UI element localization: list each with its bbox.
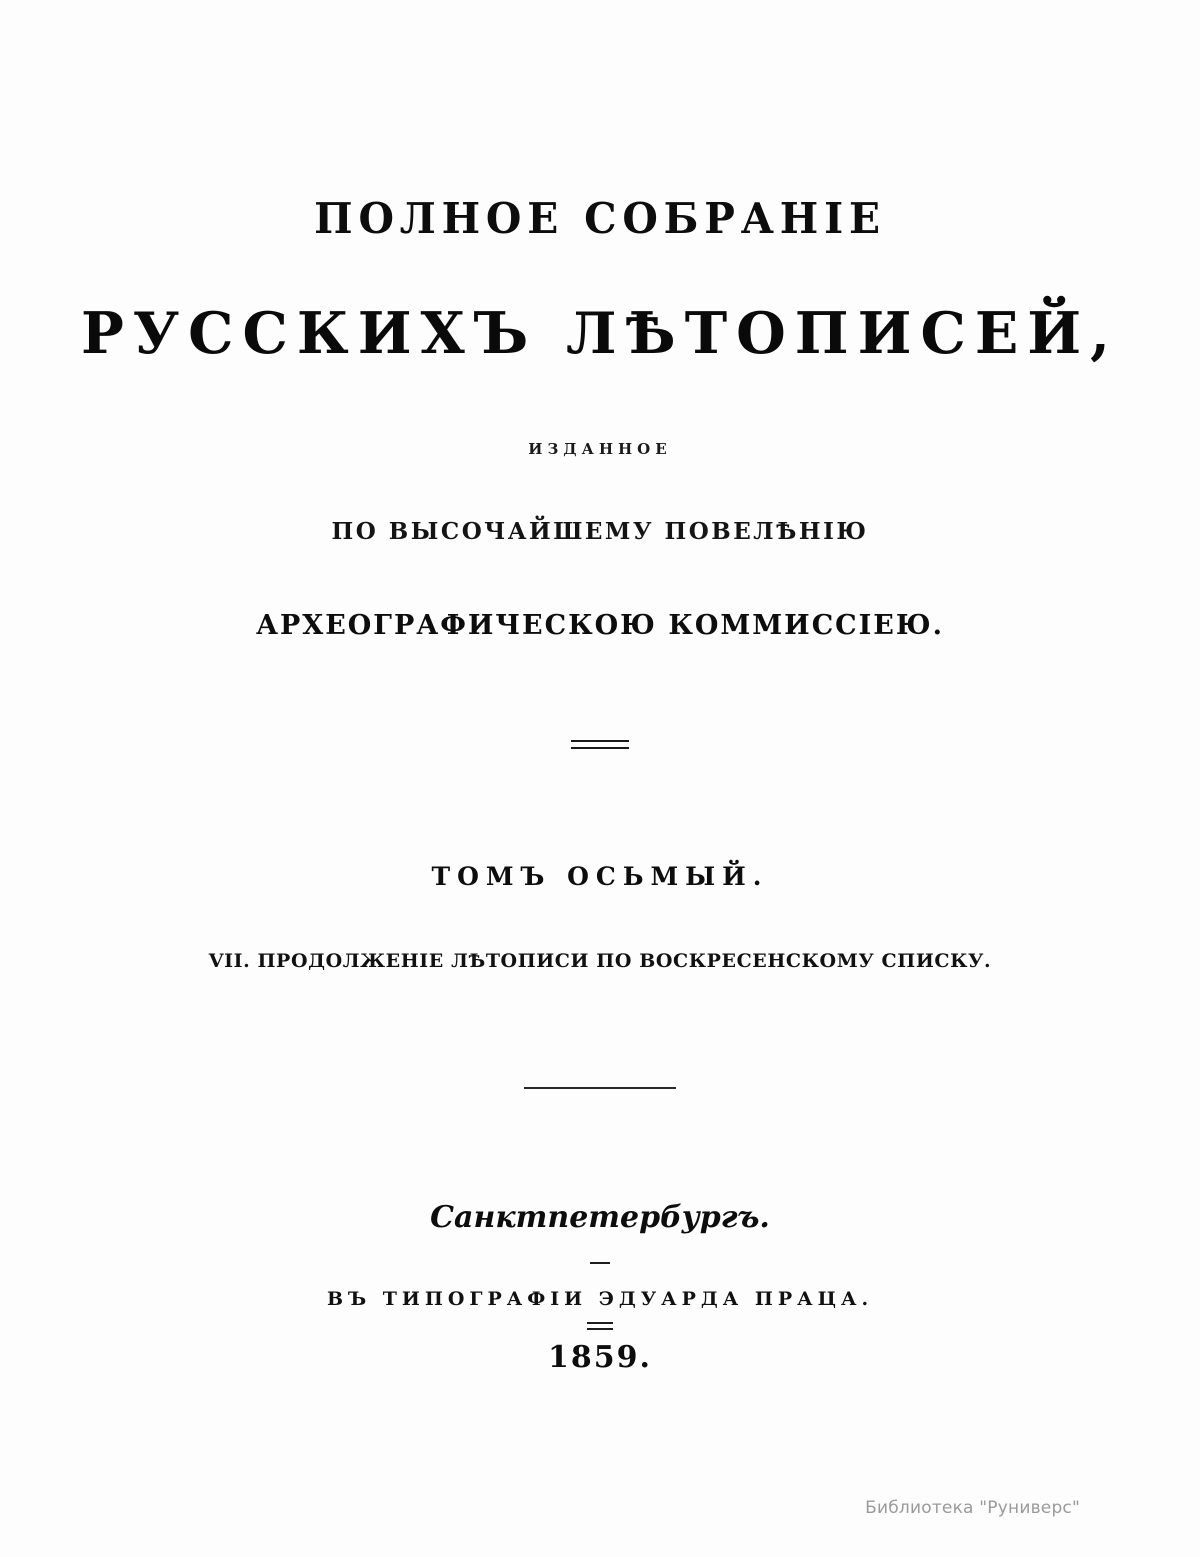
imprint-city: Санктпетербургъ.	[430, 1200, 770, 1235]
library-watermark: Библиотека "Руниверс"	[865, 1498, 1080, 1518]
published-label: ИЗДАННОЕ	[528, 440, 672, 458]
rule-bar	[571, 747, 629, 749]
equals-rule-ornament	[587, 1322, 613, 1330]
volume-line: ТОМЪ ОСЬМЫЙ.	[431, 862, 769, 891]
commission-line: АРХЕОГРАФИЧЕСКОЮ КОММИССІЕЮ.	[255, 610, 945, 641]
part-line: VII. ПРОДОЛЖЕНІЕ ЛѢТОПИСИ ПО ВОСКРЕСЕНСКОМУ СПИСКУ.	[208, 950, 992, 972]
single-rule-ornament	[524, 1087, 676, 1089]
page-title-line-2: РУССКИХЪ ЛѢТОПИСЕЙ,	[81, 300, 1119, 367]
double-rule-ornament	[571, 740, 629, 749]
imprint-year: 1859.	[548, 1340, 652, 1375]
small-dash-ornament	[590, 1262, 610, 1264]
authority-line: ПО ВЫСОЧАЙШЕМУ ПОВЕЛѢНІЮ	[331, 518, 869, 545]
rule-bar	[587, 1328, 613, 1330]
rule-bar	[587, 1322, 613, 1324]
imprint-printer: ВЪ ТИПОГРАФІИ ЭДУАРДА ПРАЦА.	[326, 1288, 874, 1310]
rule-bar	[571, 740, 629, 742]
page-title-line-1: ПОЛНОЕ СОБРАНІЕ	[314, 194, 886, 243]
